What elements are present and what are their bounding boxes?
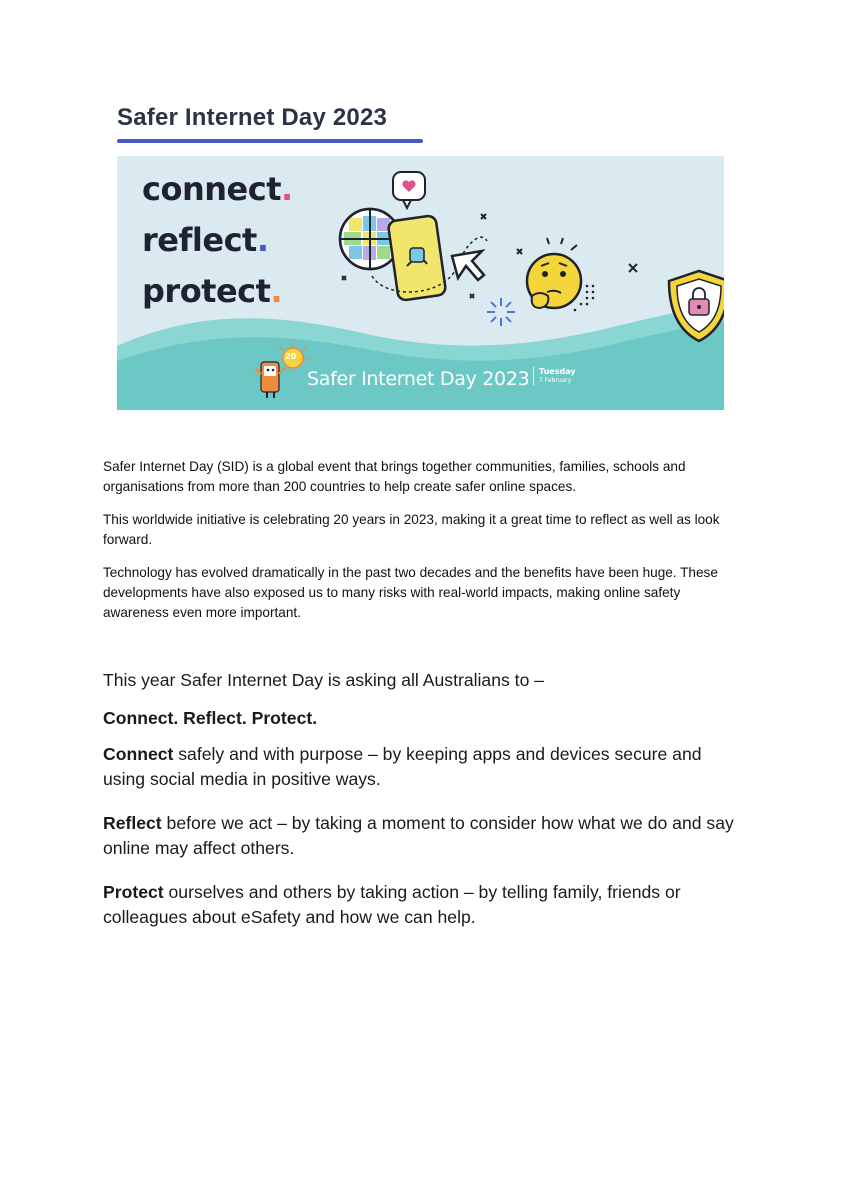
- cursor-icon: [452, 251, 484, 280]
- banner-footer-date: [533, 367, 576, 385]
- banner-footer-title: Safer Internet Day 2023: [307, 368, 530, 390]
- banner-word-protect: protect.: [142, 272, 283, 310]
- intro-paragraph-1: Safer Internet Day (SID) is a global event that brings together communities, families, schools and organisations from more than 200 countries to help create safer online spaces.: [103, 459, 686, 494]
- call-slogan: Connect. Reflect. Protect.: [103, 708, 318, 728]
- phone-icon: [388, 215, 447, 301]
- term-connect: Connect: [103, 744, 174, 764]
- call-item-reflect: [103, 811, 743, 861]
- text-reflect: before we act – by taking a moment to consider how what we do and say online may affect others.: [103, 813, 734, 858]
- call-item-connect: [103, 742, 743, 792]
- badge-20: 20: [285, 352, 297, 361]
- title-underline: [117, 139, 423, 143]
- intro-paragraph-3: Technology has evolved dramatically in the past two decades and the benefits have been huge. These developments have also exposed us to many risks with real-world impacts, making online safety awareness even more important.: [103, 565, 718, 620]
- heart-bubble-icon: [393, 172, 425, 208]
- term-reflect: Reflect: [103, 813, 162, 833]
- sparkle-icon: [487, 298, 515, 326]
- footer-day: Tuesday: [539, 367, 576, 376]
- term-protect: Protect: [103, 882, 164, 902]
- banner-word-reflect: reflect.: [142, 221, 269, 259]
- call-lead: This year Safer Internet Day is asking all Australians to –: [103, 670, 545, 690]
- call-item-protect: [103, 880, 743, 930]
- banner-word-connect: connect.: [142, 170, 293, 208]
- sid-banner: [117, 156, 724, 410]
- text-connect: safely and with purpose – by keeping apps and devices secure and using social media in positive ways.: [103, 744, 702, 789]
- thinking-emoji-icon: [527, 238, 581, 308]
- footer-date-text: 7 February: [539, 377, 572, 384]
- page-title: Safer Internet Day 2023: [117, 104, 388, 131]
- text-protect: ourselves and others by taking action – by telling family, friends or colleagues about eSafety and how we can help.: [103, 882, 681, 927]
- intro-paragraph-2: This worldwide initiative is celebrating 20 years in 2023, making it a great time to reflect as well as look forward.: [103, 512, 720, 547]
